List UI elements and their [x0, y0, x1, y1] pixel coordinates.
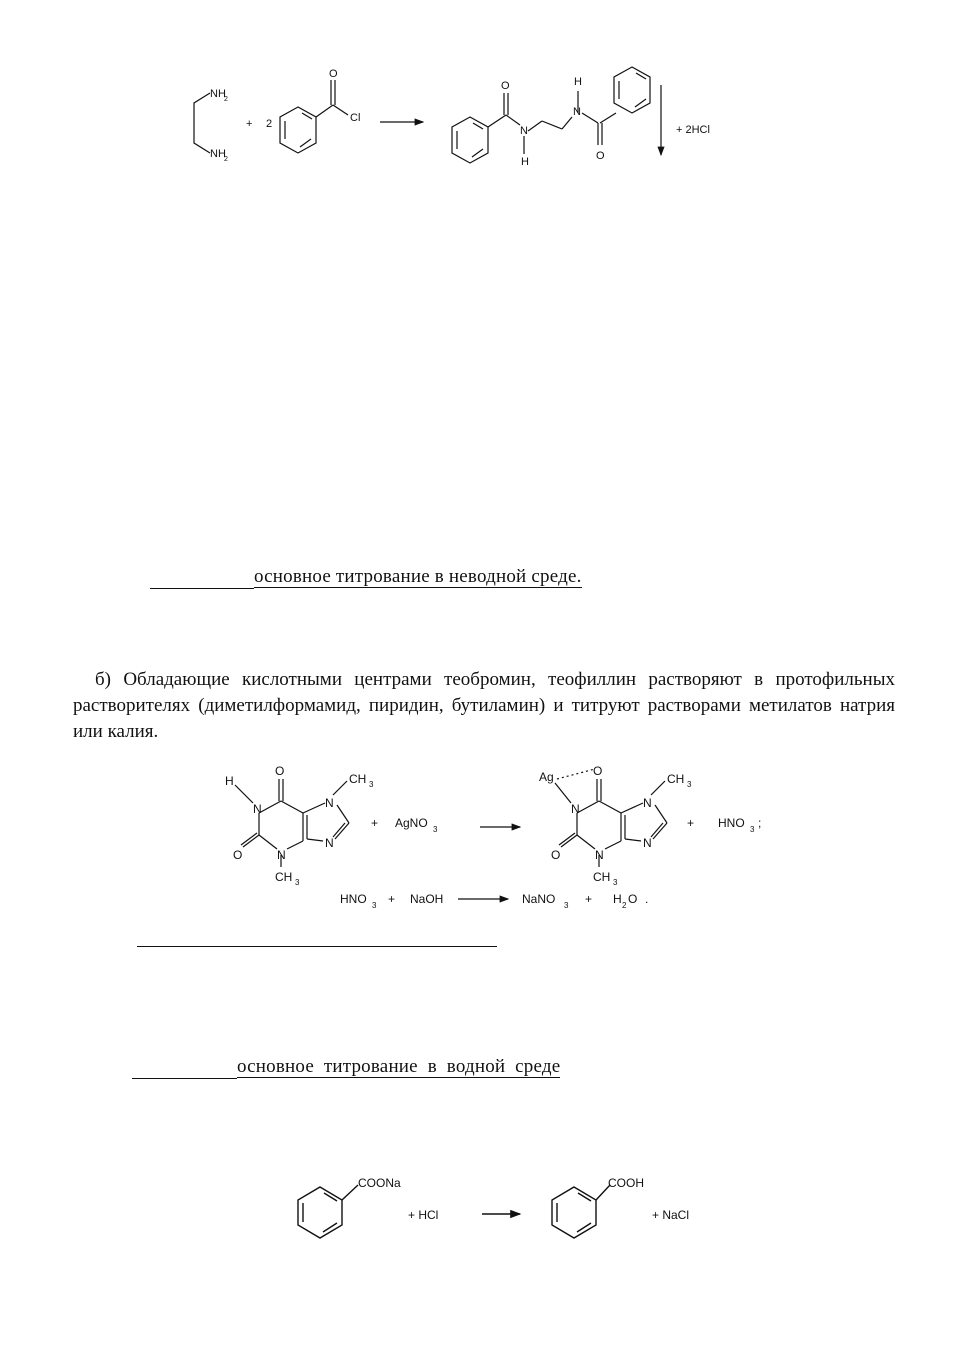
plus-sign: + [246, 118, 253, 130]
heading-text: основное титрование в неводной среде. [254, 566, 582, 587]
hydrogen-label: H [574, 76, 582, 88]
water-label: O [628, 892, 638, 906]
subscript: 2 [224, 156, 228, 163]
reaction-3-scheme [280, 1165, 720, 1260]
methyl-label: CH [667, 772, 685, 786]
divider-line [137, 946, 497, 947]
heading-aqueous [132, 1056, 560, 1079]
water-label: H [613, 892, 622, 906]
oxygen-label: O [551, 848, 561, 862]
reaction-2-scheme [215, 755, 785, 925]
nh2-label: NH [210, 88, 226, 100]
hydrogen-label: H [521, 156, 529, 168]
nano3-label: NaNO [522, 892, 556, 906]
coona-label: COONa [358, 1176, 401, 1190]
naoh-label: NaOH [410, 892, 444, 906]
oxygen-label: O [329, 68, 338, 80]
nitrogen-label: N [643, 836, 652, 850]
subscript: 3 [687, 780, 692, 789]
benzoic-acid-ring [552, 1187, 596, 1238]
nitrogen-label: N [325, 836, 334, 850]
oxygen-label: O [233, 848, 243, 862]
coefficient: 2 [266, 118, 273, 130]
nacl-label: + NaCl [652, 1208, 690, 1222]
oxygen-label: O [275, 764, 285, 778]
semicolon: ; [758, 816, 762, 830]
chlorine-label: Cl [350, 112, 361, 124]
ethylenediamine-chain [194, 93, 210, 153]
plus-sign: + [371, 816, 379, 830]
nitrogen-label: N [643, 796, 652, 810]
oxygen-label: O [593, 764, 603, 778]
nitrogen-label: N [325, 796, 334, 810]
nitrogen-label: N [253, 802, 262, 816]
nh2-label: NH [210, 148, 226, 160]
methyl-label: CH [593, 870, 611, 884]
subscript: 3 [613, 878, 618, 887]
nitrogen-label: N [520, 125, 528, 137]
subscript: 3 [372, 901, 377, 910]
plus-sign: + [687, 816, 695, 830]
heading-text: основное титрование в водной среде [237, 1056, 561, 1077]
nitrogen-label: N [277, 848, 286, 862]
cooh-label: COOH [608, 1176, 644, 1190]
silver-label: Ag [539, 770, 554, 784]
period: . [645, 892, 649, 906]
nitrogen-label: N [595, 848, 604, 862]
plus-sign: + [388, 892, 396, 906]
subscript: 3 [433, 825, 438, 834]
agno3-label: AgNO [395, 816, 428, 830]
hcl-label: + HCl [408, 1208, 439, 1222]
reaction-1-scheme [170, 55, 730, 185]
benzoate-ring [298, 1187, 342, 1238]
paragraph-text: б) Обладающие кислотными центрами теобромин, теофиллин растворяют в протофильных растворителях (диметилформамид, пиридин, бутиламин) и титруют растворами метилатов натрия или калия. [73, 669, 895, 742]
byproduct-hcl: + 2HCl [676, 124, 710, 136]
paragraph-b [73, 667, 895, 745]
methyl-label: CH [349, 772, 367, 786]
heading-nonaqueous [150, 566, 582, 589]
subscript: 3 [564, 901, 569, 910]
plus-sign: + [585, 892, 593, 906]
subscript: 3 [369, 780, 374, 789]
oxygen-label: O [596, 150, 605, 162]
hydrogen-label: H [225, 774, 234, 788]
subscript: 2 [224, 96, 228, 103]
hno3-label: HNO [718, 816, 745, 830]
oxygen-label: O [501, 80, 510, 92]
nitrogen-label: N [571, 802, 580, 816]
subscript: 3 [295, 878, 300, 887]
subscript: 3 [750, 825, 755, 834]
subscript: 2 [622, 901, 627, 910]
nitrogen-label: N [573, 106, 581, 118]
hno3-label: HNO [340, 892, 367, 906]
methyl-label: CH [275, 870, 293, 884]
